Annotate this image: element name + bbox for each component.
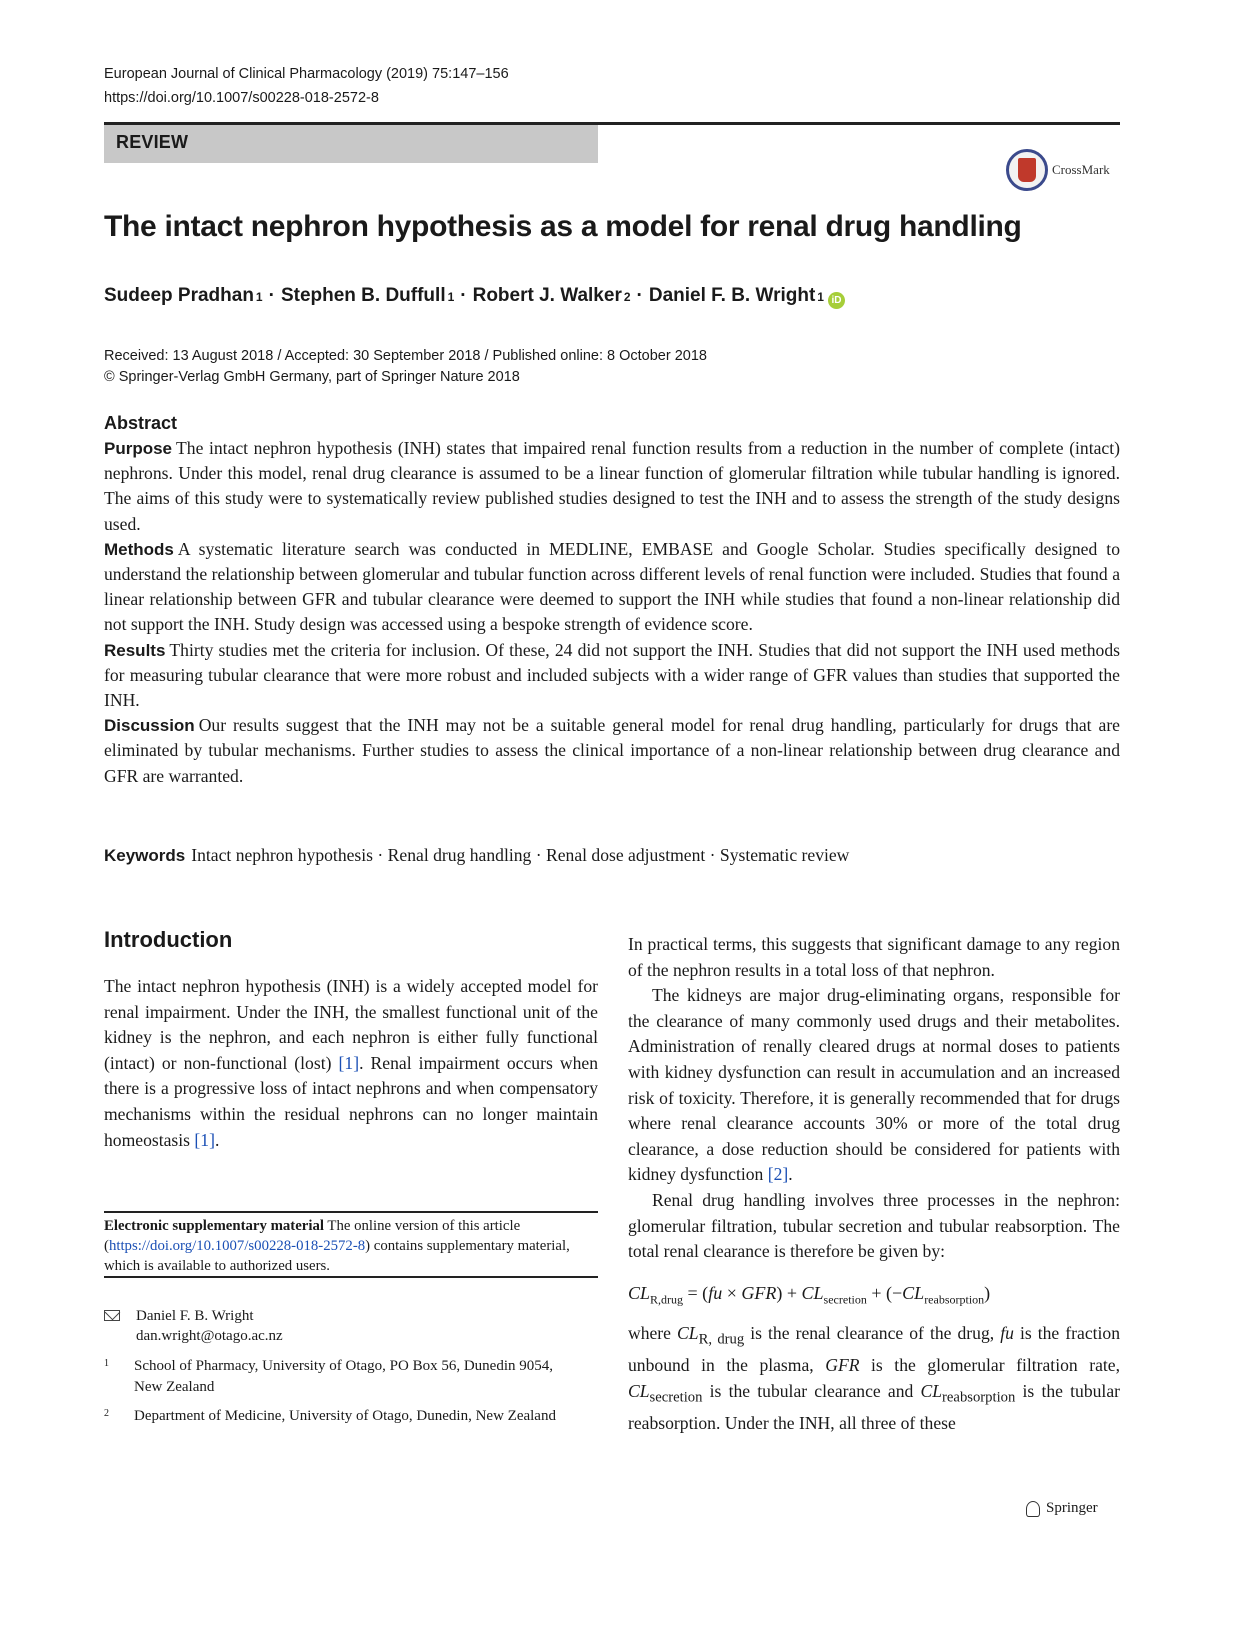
footnote-rule <box>104 1211 598 1213</box>
contact-name: Daniel F. B. Wright <box>136 1308 254 1324</box>
abstract-purpose <box>104 436 1120 537</box>
author-affiliation-marker: 1 <box>447 290 455 304</box>
body-paragraph: where $CL_{R, drug}$ is the renal clearance of the drug, fu is the fraction unbound in the plasma, GFR is the glomerular filtration rate, $CL_{secretion}$ is the tubular clearance and $CL_{reabsorption}$ is the tubular reabsorption. Under the INH, all three of these <box>628 1323 1121 1434</box>
publisher-name: Springer <box>1046 1500 1098 1516</box>
author-name[interactable]: Sudeep Pradhan <box>104 285 254 306</box>
section-heading-introduction: Introduction <box>104 927 233 952</box>
abstract-label: Discussion <box>104 716 195 736</box>
citation-link[interactable]: [2] <box>767 1164 789 1185</box>
springer-horse-icon <box>1026 1501 1040 1517</box>
author-name[interactable]: Stephen B. Duffull <box>280 285 446 306</box>
abstract-results <box>104 638 1120 714</box>
supplementary-label: Electronic supplementary material <box>104 1218 324 1234</box>
journal-header <box>104 62 509 110</box>
journal-citation: European Journal of Clinical Pharmacology (2019) 75:147–156 <box>104 66 509 82</box>
affiliation-number: 2 <box>104 1408 109 1419</box>
supplementary-link[interactable]: https://doi.org/10.1007/s00228-018-2572-8 <box>108 1238 366 1254</box>
author-separator: · <box>636 285 643 306</box>
author-separator: · <box>268 285 275 306</box>
abstract-text: A systematic literature search was conducted in MEDLINE, EMBASE and Google Scholar. Studies specifically designed to understand the relationship between glomerular and tubular function across different levels of renal function were included. Studies that found a linear relationship between GFR and tubular clearance were deemed to support the INH while studies that found a non-linear relationship did not support the INH. Study design was accessed using a bespoke strength of evidence score. <box>104 538 1120 635</box>
article-title: The intact nephron hypothesis as a model for renal drug handling <box>104 210 1022 243</box>
author-affiliation-marker: 1 <box>255 290 263 304</box>
abstract-methods <box>104 537 1120 638</box>
abstract-discussion <box>104 713 1120 789</box>
abstract <box>104 413 1120 789</box>
corresponding-author <box>104 1306 283 1346</box>
affiliation-text: School of Pharmacy, University of Otago, PO Box 56, Dunedin 9054, New Zealand <box>134 1358 553 1395</box>
abstract-heading: Abstract <box>104 413 178 433</box>
publication-dates <box>104 346 707 388</box>
crossmark-icon <box>1006 149 1048 191</box>
crossmark-label: CrossMark <box>1052 162 1110 177</box>
abstract-label: Purpose <box>104 439 173 458</box>
abstract-text: Our results suggest that the INH may not be a suitable general model for renal drug handling, particularly for drugs that are eliminated by tubular mechanisms. Further studies to assess the clinical importance of a non-linear relationship between drug clearance and GFR are warranted. <box>104 715 1120 786</box>
right-column <box>628 932 1120 1437</box>
abstract-label: Methods <box>104 539 174 559</box>
abstract-text: The intact nephron hypothesis (INH) states that impaired renal function results from a reduction in the number of complete (intact) nephrons. Under this model, renal drug clearance is assumed to be a linear function of glomerular filtration while tubular handling is ignored. The aims of this study were to systematically review published studies designed to test the INH and to assess the strength of the study designs used. <box>104 438 1120 534</box>
affiliation <box>104 1356 574 1398</box>
envelope-icon <box>104 1310 120 1321</box>
affiliation <box>104 1406 574 1427</box>
footnote-rule <box>104 1276 598 1278</box>
renal-clearance-equation: $CL_{R,drug} = (fu \times GFR) + CL_{secretion} + (-CL_{reabsorption})$ <box>628 1282 991 1307</box>
abstract-text: Thirty studies met the criteria for inclusion. Of these, 24 did not support the INH. Studies that did not support the INH used methods for measuring tubular clearance that were more robust and included subjects with a wider range of GFR values than studies that supported the INH. <box>104 639 1120 711</box>
author-affiliation-marker: 2 <box>623 290 631 304</box>
affiliation-text: Department of Medicine, University of Otago, Dunedin, New Zealand <box>134 1408 556 1424</box>
keywords-text: Intact nephron hypothesis · Renal drug handling · Renal dose adjustment · Systematic review <box>191 845 850 865</box>
copyright-line: © Springer-Verlag GmbH Germany, part of Springer Nature 2018 <box>104 369 520 385</box>
body-paragraph: The kidneys are major drug-eliminating organs, responsible for the clearance of many commonly used drugs and their metabolites. Administration of renally cleared drugs at normal doses to patients with kidney dysfunction can result in accumulation and an increased risk of toxicity. Therefore, it is generally recommended that for drugs where renal clearance accounts 30% or more of the total drug clearance, a dose reduction should be considered for patients with kidney dysfunction [2]. <box>628 985 1120 1185</box>
abstract-label: Results <box>104 640 166 660</box>
affiliation-number: 1 <box>104 1358 109 1369</box>
intro-paragraph: The intact nephron hypothesis (INH) is a widely accepted model for renal impairment. Under the INH, the smallest functional unit of the kidney is the nephron, and each nephron is either fully functional (intact) or non-functional (lost) [1]. Renal impairment occurs when there is a progressive loss of intact nephrons and when compensatory mechanisms within the residual nephrons can no longer maintain homeostasis [1]. <box>104 976 598 1150</box>
citation-link[interactable]: [1] <box>338 1052 360 1073</box>
crossmark-badge[interactable] <box>1006 149 1110 191</box>
left-column <box>104 927 598 1153</box>
body-paragraph: Renal drug handling involves three processes in the nephron: glomerular filtration, tubular secretion and tubular reabsorption. The total renal clearance is therefore be given by: <box>628 1189 1120 1262</box>
citation-link[interactable]: [1] <box>194 1129 215 1150</box>
history-dates: Received: 13 August 2018 / Accepted: 30 September 2018 / Published online: 8 October 2018 <box>104 348 707 364</box>
orcid-icon[interactable]: iD <box>828 292 845 309</box>
body-paragraph: In practical terms, this suggests that significant damage to any region of the nephron results in a total loss of that nephron. <box>628 934 1120 980</box>
article-type: REVIEW <box>116 132 189 152</box>
keywords <box>104 845 849 866</box>
contact-email[interactable]: dan.wright@otago.ac.nz <box>136 1328 283 1344</box>
author-name[interactable]: Robert J. Walker <box>472 285 622 306</box>
author-list <box>104 285 845 307</box>
author-affiliation-marker: 1 <box>817 290 824 304</box>
publisher-logo <box>1026 1500 1098 1517</box>
keywords-label: Keywords <box>104 846 186 865</box>
author-separator: · <box>460 285 467 306</box>
supplementary-note: Electronic supplementary material The online version of this article (https://doi.org/10.1007/s00228-018-2572-8) contains supplementary material, which is available to authorized users. <box>104 1218 570 1274</box>
author-name[interactable]: Daniel F. B. Wright <box>648 285 816 306</box>
article-doi[interactable]: https://doi.org/10.1007/s00228-018-2572-8 <box>104 90 379 106</box>
